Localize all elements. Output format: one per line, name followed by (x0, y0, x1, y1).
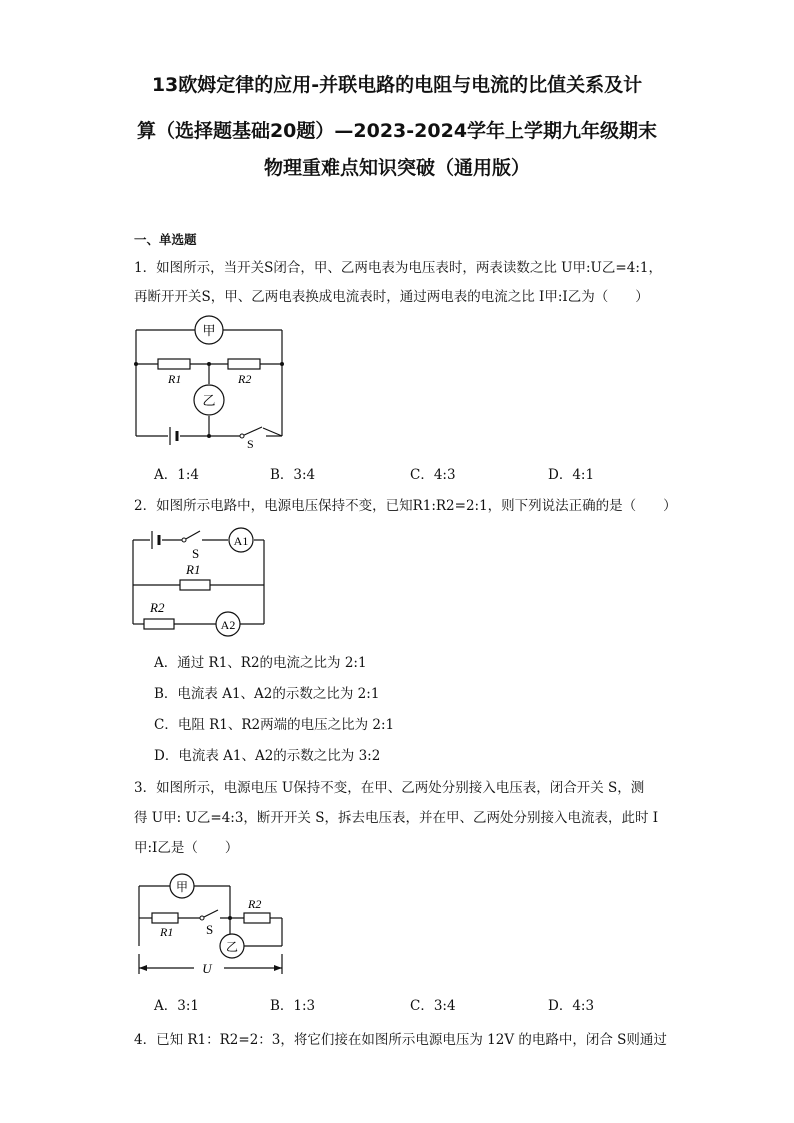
q3-option-d[interactable]: D．4:3 (548, 998, 595, 1014)
u-label: U (202, 961, 212, 976)
q2-stem-line-1: 2．如图所示电路中，电源电压保持不变，已知R1:R2=2:1，则下列说法正确的是（ ） (134, 498, 677, 514)
q4-stem-line-1: 4．已知 R1：R2=2：3，将它们接在如图所示电源电压为 12V 的电路中，闭合 S则通过 (134, 1032, 667, 1048)
switch-icon (182, 538, 186, 542)
r1-label: R1 (186, 562, 201, 577)
resistor-r2 (228, 359, 260, 369)
resistor-r2 (244, 913, 270, 923)
resistor-r1 (158, 359, 190, 369)
q1-option-c[interactable]: C．4:3 (410, 467, 456, 483)
r2-label: R2 (238, 372, 252, 386)
a2-label: A2 (220, 618, 236, 632)
q2-option-a[interactable]: A．通过 R1、R2的电流之比为 2:1 (154, 655, 367, 671)
resistor-r2 (144, 619, 174, 629)
r2-label: R2 (150, 600, 165, 615)
q2-option-d[interactable]: D．电流表 A1、A2的示数之比为 3:2 (154, 748, 381, 764)
q3-option-b[interactable]: B．1:3 (270, 998, 316, 1014)
resistor-r1 (152, 913, 178, 923)
switch-label: S (192, 546, 200, 561)
doc-title-line-3: 物理重难点知识突破（通用版） (263, 157, 530, 179)
q1-option-a[interactable]: A．1:4 (154, 467, 199, 483)
q2-circuit-diagram (130, 526, 280, 636)
switch-label: S (206, 922, 214, 937)
q2-option-c[interactable]: C．电阻 R1、R2两端的电压之比为 2:1 (154, 717, 395, 733)
a1-label: A1 (233, 534, 249, 548)
q1-stem-line-2: 再断开开关S，甲、乙两电表换成电流表时，通过两电表的电流之比 I甲:I乙为（ ） (134, 289, 649, 305)
switch-label: S (247, 437, 254, 451)
meter-jia-label: 甲 (202, 323, 216, 338)
section-heading: 一、单选题 (134, 232, 197, 247)
meter-yi-label: 乙 (225, 940, 239, 954)
q3-stem-line-3: 甲:I乙是（ ） (134, 840, 239, 856)
q3-option-c[interactable]: C．3:4 (410, 998, 456, 1014)
q3-stem-line-1: 3．如图所示，电源电压 U保持不变，在甲、乙两处分别接入电压表，闭合开关 S，测 (134, 780, 645, 796)
r1-label: R1 (160, 925, 174, 939)
q1-stem-line-1: 1．如图所示，当开关S闭合，甲、乙两电表为电压表时，两表读数之比 U甲:U乙=4:1， (134, 260, 662, 276)
doc-title-line-1: 13欧姆定律的应用-并联电路的电阻与电流的比值关系及计 (151, 74, 643, 96)
r2-label: R2 (248, 897, 262, 911)
battery-icon (170, 427, 177, 445)
q3-stem-line-2: 得 U甲: U乙=4:3，断开开关 S，拆去电压表，并在甲、乙两处分别接入电流表，此时 I (134, 810, 659, 826)
q2-option-b[interactable]: B．电流表 A1、A2的示数之比为 2:1 (154, 686, 380, 702)
battery-icon (152, 531, 159, 549)
q1-circuit-diagram (130, 318, 290, 451)
meter-yi-label: 乙 (202, 393, 216, 408)
resistor-r1 (180, 580, 210, 590)
q1-option-d[interactable]: D．4:1 (548, 467, 595, 483)
q1-option-b[interactable]: B．3:4 (270, 467, 316, 483)
r1-label: R1 (168, 372, 182, 386)
q3-option-a[interactable]: A．3:1 (154, 998, 199, 1014)
switch-icon (240, 434, 244, 438)
switch-icon (200, 916, 204, 920)
meter-jia-label: 甲 (175, 880, 189, 894)
q3-circuit-diagram (134, 874, 294, 986)
doc-title-line-2: 算（选择题基础20题）—2023-2024学年上学期九年级期末 (136, 120, 658, 142)
